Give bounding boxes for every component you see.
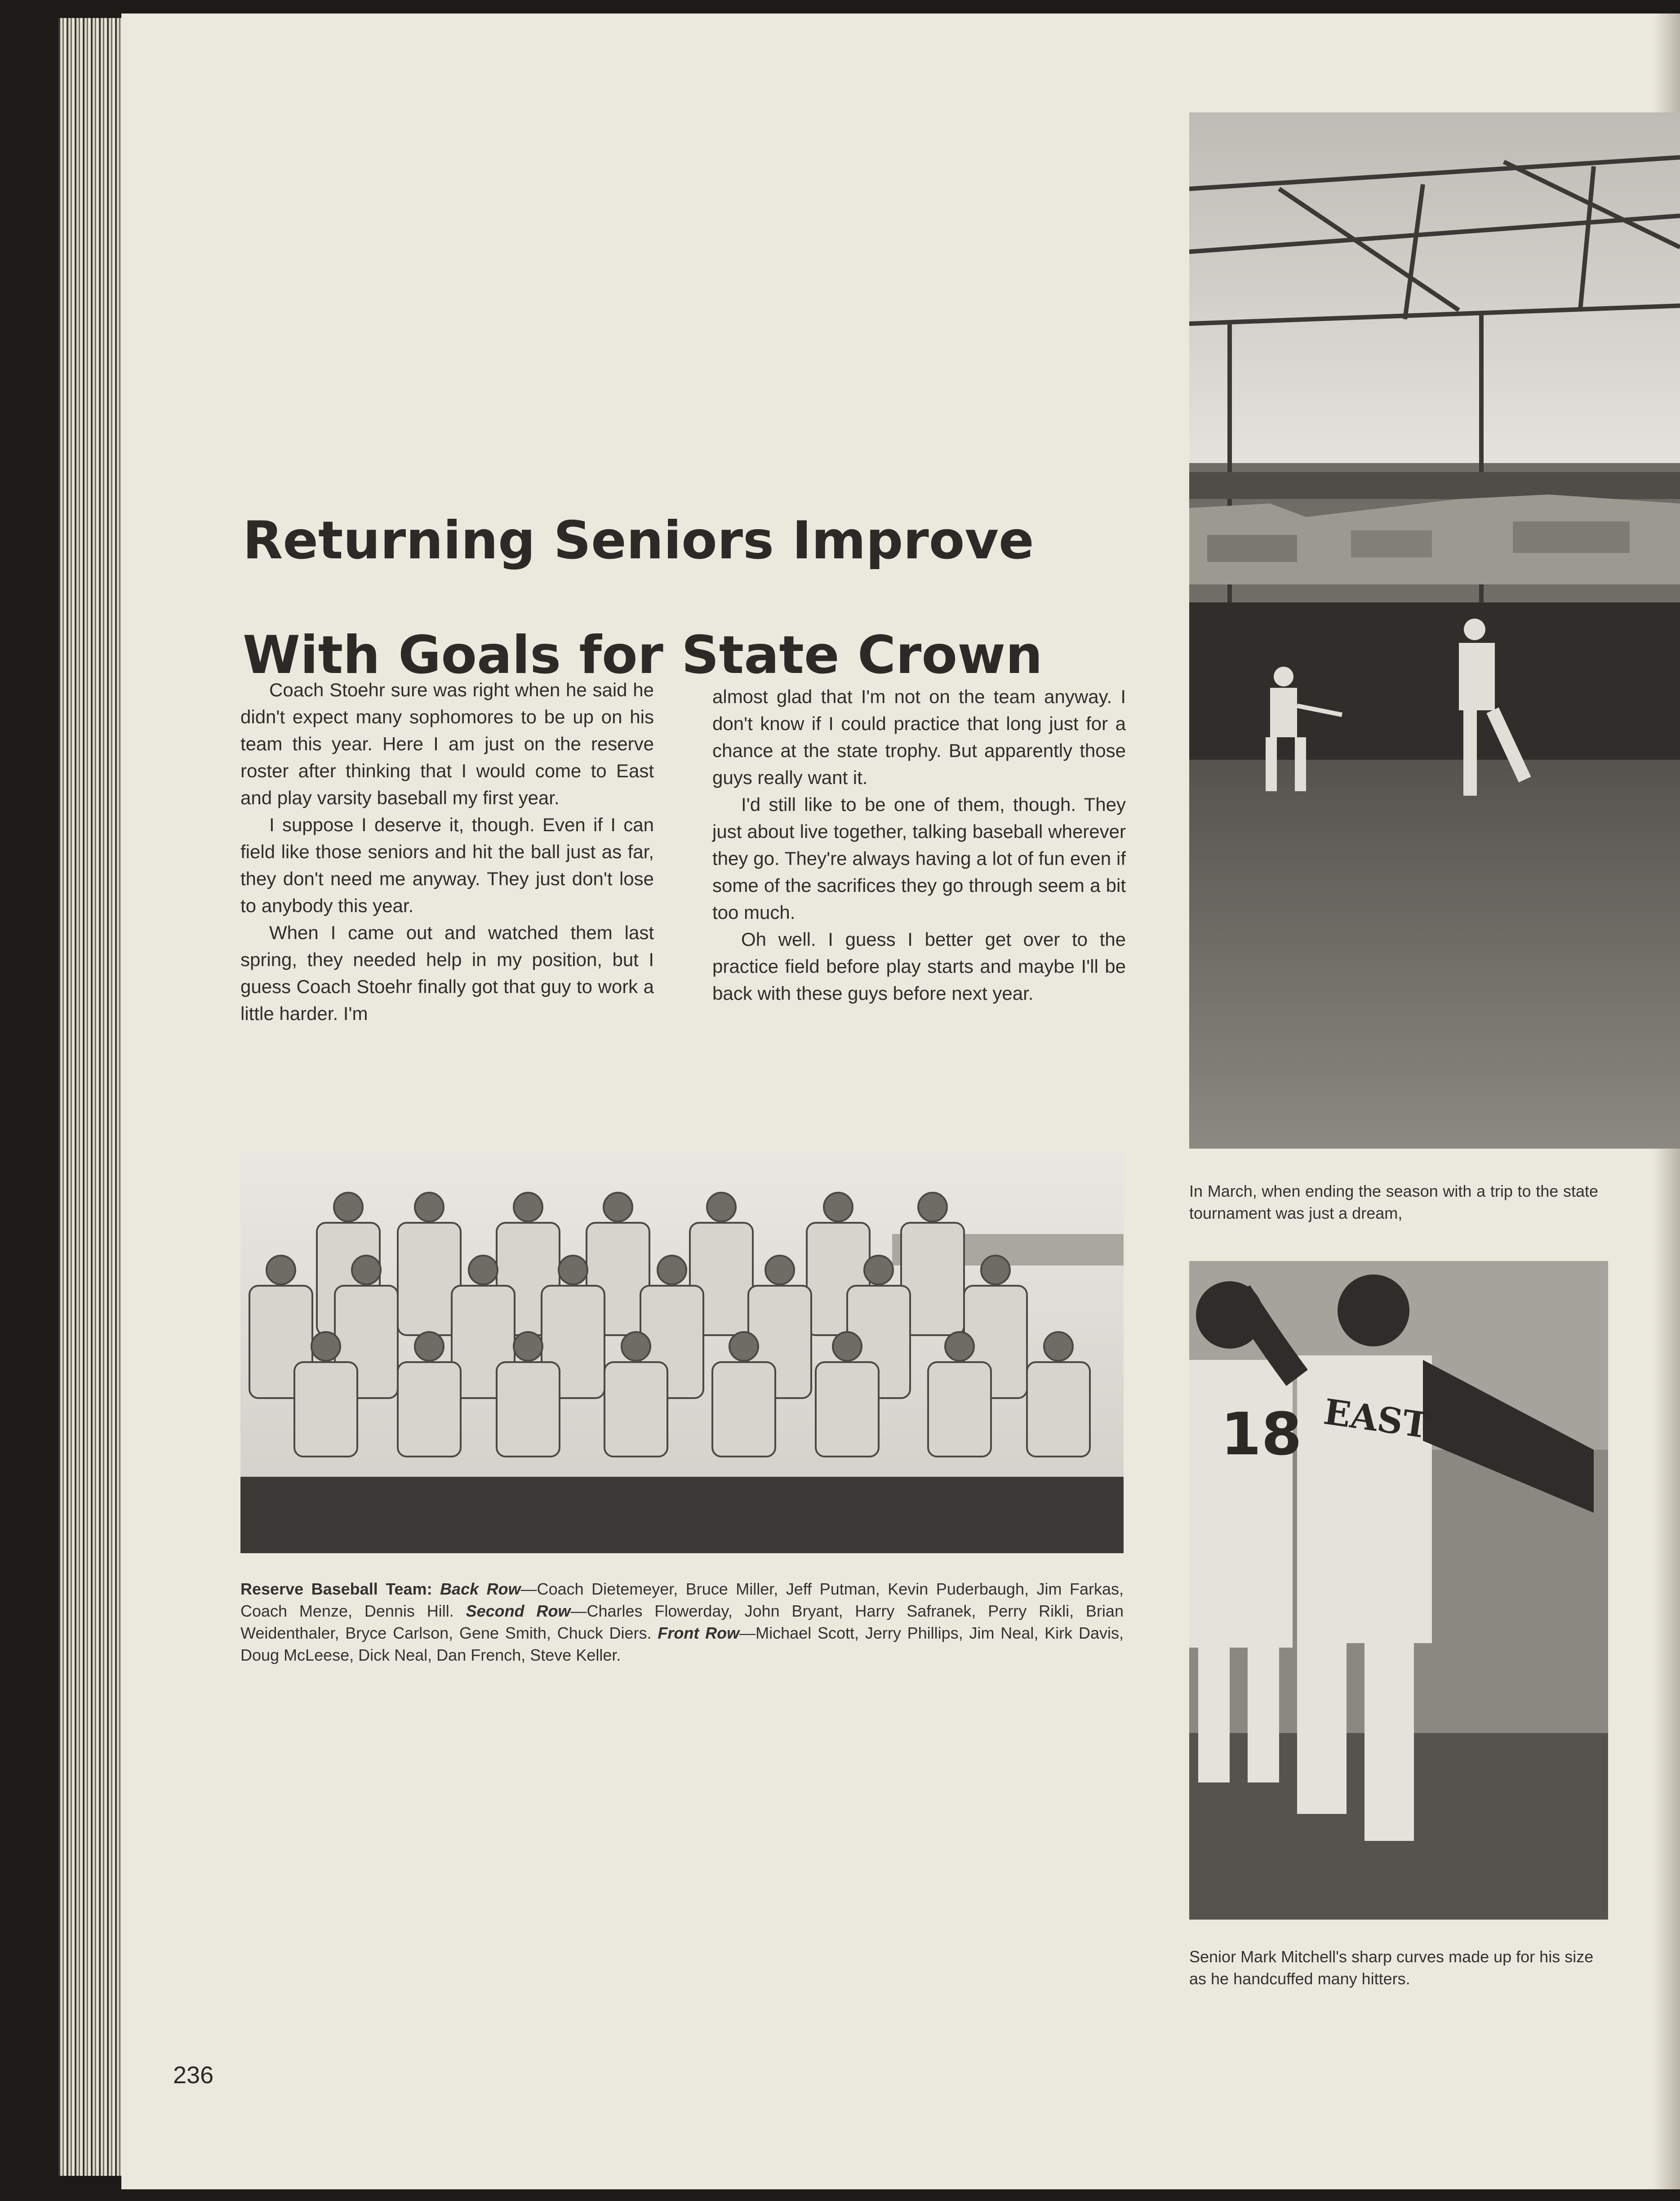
player-uniform	[928, 1362, 991, 1457]
player-uniform	[604, 1362, 667, 1457]
player-head	[833, 1332, 862, 1361]
caption-front-row-label: Front Row	[658, 1624, 740, 1642]
article-paragraph: Coach Stoehr sure was right when he said he didn't expect many sophomores to be up on his team this year. Here I am just on the reserve roster after thinking that I would come to East and play varsity baseball my first year.	[240, 679, 654, 808]
player-head	[658, 1256, 686, 1284]
player-head	[729, 1332, 758, 1361]
caption-back-row-label: Back Row	[440, 1580, 521, 1598]
caption-pitcher: Senior Mark Mitchell's sharp curves made up for his size as he handcuffed many hitters.	[1189, 1947, 1594, 1988]
article-paragraph: I suppose I deserve it, though. Even if I can field like those seniors and hit the ball just as far, they don't need me anyway. They just don't lose to anybody this year.	[240, 814, 654, 916]
player-uniform	[816, 1362, 879, 1457]
article-column-left	[240, 677, 654, 1027]
player-head	[469, 1256, 498, 1284]
player-head	[945, 1332, 974, 1361]
caption-front-row: —Michael Scott, Jerry Phillips, Jim Neal, Kirk Davis, Doug McLeese, Dick Neal, Dan French, Steve Keller.	[240, 1624, 1124, 1664]
player-head	[352, 1256, 381, 1284]
headline-line-2: With Goals for State Crown	[243, 625, 1043, 686]
caption-reserve-team	[240, 1578, 1124, 1666]
player-head	[604, 1193, 632, 1221]
player-head	[514, 1193, 542, 1221]
player-uniform	[398, 1362, 461, 1457]
player-head	[918, 1193, 947, 1221]
player-head	[707, 1193, 736, 1221]
player-head	[267, 1256, 295, 1284]
player-head	[415, 1332, 444, 1361]
player-uniform	[497, 1362, 560, 1457]
book-page-edges	[58, 18, 126, 2176]
caption-team-label: Reserve Baseball Team:	[240, 1580, 432, 1598]
caption-back-row: —Coach Dietemeyer, Bruce Miller, Jeff Putman, Kevin Puderbaugh, Jim Farkas, Coach Menze, Dennis Hill.	[240, 1580, 1124, 1620]
article-column-right	[712, 683, 1126, 1007]
player-head	[559, 1256, 587, 1284]
caption-second-row: —Charles Flowerday, John Bryant, Harry Safranek, Perry Rikli, Brian Weidenthaler, Bryce Carlson, Gene Smith, Chuck Diers.	[240, 1602, 1124, 1642]
jersey-lettering: EAST	[1321, 1391, 1431, 1447]
player-uniform	[712, 1362, 775, 1457]
player-head	[311, 1332, 340, 1361]
player-head	[765, 1256, 794, 1284]
reserve-team-photo	[240, 1153, 1124, 1553]
player-uniform	[294, 1362, 357, 1457]
page-number: 236	[173, 2062, 214, 2089]
player-head	[334, 1193, 363, 1221]
player-head	[622, 1332, 650, 1361]
article-paragraph: When I came out and watched them last spring, they needed help in my position, but I guess Coach Stoehr finally got that guy to work a little harder. I'm	[240, 922, 654, 1024]
article-paragraph: almost glad that I'm not on the team anyway. I don't know if I could practice that long just for a chance at the state trophy. But apparently those guys really want it.	[712, 686, 1126, 788]
headline-line-1: Returning Seniors Improve	[243, 510, 1034, 571]
article-paragraph: I'd still like to be one of them, though. They just about live together, talking baseball wherever they go. They're always having a lot of fun even if some of the sacrifices they go through seem a bit too much.	[712, 794, 1126, 923]
player-head	[824, 1193, 853, 1221]
player-head	[1044, 1332, 1073, 1361]
caption-second-row-label: Second Row	[466, 1602, 571, 1620]
pitcher-photo	[1189, 1261, 1608, 1920]
player-head	[864, 1256, 893, 1284]
player-head	[981, 1256, 1010, 1284]
jersey-number: 18	[1221, 1400, 1302, 1468]
article-paragraph: Oh well. I guess I better get over to the practice field before play starts and maybe I'll be back with these guys before next year.	[712, 929, 1126, 1004]
caption-batting-practice: In March, when ending the season with a trip to the state tournament was just a dream,	[1189, 1182, 1598, 1222]
player-uniform	[1027, 1362, 1090, 1457]
player-head	[514, 1332, 542, 1361]
batting-practice-photo	[1189, 112, 1680, 1149]
player-head	[415, 1193, 444, 1221]
